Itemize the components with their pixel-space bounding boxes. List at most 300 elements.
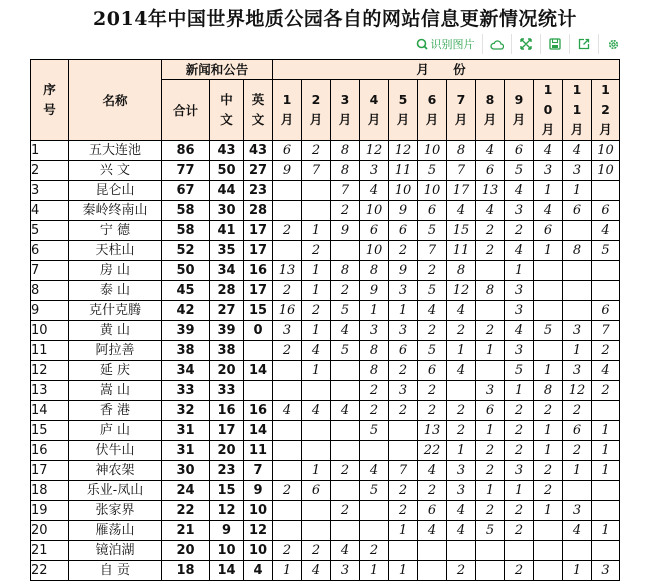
month-count (331, 521, 360, 541)
month-count: 8 (360, 261, 389, 281)
month-count: 5 (331, 341, 360, 361)
month-count: 5 (534, 321, 563, 341)
month-count (534, 301, 563, 321)
total-count: 58 (162, 221, 210, 241)
month-count (389, 441, 418, 461)
month-count (389, 541, 418, 561)
month-count: 2 (447, 321, 476, 341)
park-name: 庐 山 (69, 421, 162, 441)
month-count: 5 (592, 241, 620, 261)
month-count: 1 (592, 441, 620, 461)
month-count: 8 (331, 161, 360, 181)
month-count: 15 (447, 221, 476, 241)
month-count: 2 (331, 201, 360, 221)
month-count: 9 (389, 261, 418, 281)
month-count: 1 (534, 421, 563, 441)
en-header (244, 80, 273, 141)
month-count: 6 (563, 421, 592, 441)
month-count (563, 301, 592, 321)
month-count: 11 (389, 161, 418, 181)
row-index: 7 (31, 261, 69, 281)
table-row (31, 561, 620, 581)
month-count: 1 (563, 341, 592, 361)
row-index: 14 (31, 401, 69, 421)
month-count: 2 (418, 481, 447, 501)
month-count (534, 281, 563, 301)
chinese-count: 23 (210, 461, 244, 481)
month-header-text: 8月 (483, 92, 497, 127)
month-count: 2 (418, 321, 447, 341)
chinese-count: 43 (210, 141, 244, 161)
month-count: 2 (302, 241, 331, 261)
month-count: 6 (389, 221, 418, 241)
table-row (31, 341, 620, 361)
row-index: 15 (31, 421, 69, 441)
month-count: 4 (360, 461, 389, 481)
month-count: 2 (534, 481, 563, 501)
month-count: 6 (273, 141, 302, 161)
recognize-image-label: 识别图片 (430, 38, 475, 51)
month-count: 2 (389, 361, 418, 381)
month-count: 1 (302, 261, 331, 281)
english-count: 12 (244, 521, 273, 541)
month-count: 4 (505, 321, 534, 341)
month-count: 2 (476, 241, 505, 261)
month-count: 8 (447, 261, 476, 281)
park-name: 昆仑山 (69, 181, 162, 201)
month-count: 1 (476, 421, 505, 441)
month-count (592, 481, 620, 501)
month-count (331, 361, 360, 381)
month-count: 6 (360, 221, 389, 241)
month-count: 1 (592, 521, 620, 541)
month-count: 4 (360, 181, 389, 201)
row-index: 16 (31, 441, 69, 461)
share-icon (578, 38, 590, 50)
month-count (563, 481, 592, 501)
month-count: 1 (302, 461, 331, 481)
table-row (31, 421, 620, 441)
chinese-count: 30 (210, 201, 244, 221)
chinese-count: 20 (210, 441, 244, 461)
month-count: 13 (418, 421, 447, 441)
month-count: 1 (389, 301, 418, 321)
month-count: 4 (447, 201, 476, 221)
english-count: 10 (244, 541, 273, 561)
total-count: 31 (162, 421, 210, 441)
month-count: 1 (505, 381, 534, 401)
english-count: 27 (244, 161, 273, 181)
month-header-text: 3月 (338, 92, 352, 127)
month-count (563, 221, 592, 241)
month-header-6 (418, 80, 447, 141)
chinese-count: 35 (210, 241, 244, 261)
month-count: 1 (389, 521, 418, 541)
seq-header-text: 序号 (43, 82, 56, 117)
month-count: 1 (505, 261, 534, 281)
month-count: 2 (505, 441, 534, 461)
month-count: 1 (534, 441, 563, 461)
month-count: 2 (418, 401, 447, 421)
month-count: 1 (534, 181, 563, 201)
month-count: 10 (592, 141, 620, 161)
park-name: 伏牛山 (69, 441, 162, 461)
english-count: 15 (244, 301, 273, 321)
month-count (331, 241, 360, 261)
month-count: 5 (505, 361, 534, 381)
month-count (360, 521, 389, 541)
month-count: 13 (476, 181, 505, 201)
month-count: 3 (592, 561, 620, 581)
month-count: 1 (302, 361, 331, 381)
month-header-9 (505, 80, 534, 141)
table-row (31, 521, 620, 541)
row-index: 6 (31, 241, 69, 261)
month-count: 4 (302, 341, 331, 361)
month-count (273, 381, 302, 401)
table-row (31, 201, 620, 221)
total-count: 31 (162, 441, 210, 461)
month-count (331, 421, 360, 441)
save-icon (549, 38, 561, 50)
month-count: 5 (505, 161, 534, 181)
table-row (31, 161, 620, 181)
save-button[interactable] (541, 34, 570, 54)
month-count (563, 541, 592, 561)
month-count: 4 (273, 401, 302, 421)
month-count: 1 (534, 501, 563, 521)
month-count: 2 (563, 441, 592, 461)
month-count (534, 261, 563, 281)
month-count: 3 (563, 501, 592, 521)
park-name: 张家界 (69, 501, 162, 521)
month-header-3 (331, 80, 360, 141)
chinese-count: 50 (210, 161, 244, 181)
row-index: 4 (31, 201, 69, 221)
share-button[interactable] (570, 34, 599, 54)
month-count: 3 (360, 321, 389, 341)
month-count (389, 421, 418, 441)
chinese-count: 34 (210, 261, 244, 281)
total-count: 32 (162, 401, 210, 421)
month-count: 6 (505, 141, 534, 161)
row-index: 21 (31, 541, 69, 561)
month-count (273, 521, 302, 541)
month-count: 12 (389, 141, 418, 161)
month-count: 3 (389, 381, 418, 401)
gear-icon (607, 38, 620, 51)
month-count: 4 (302, 401, 331, 421)
month-count: 4 (447, 501, 476, 521)
total-count: 38 (162, 341, 210, 361)
park-name: 镜泊湖 (69, 541, 162, 561)
month-count: 2 (273, 281, 302, 301)
total-count: 77 (162, 161, 210, 181)
month-count: 9 (273, 161, 302, 181)
month-count: 12 (447, 281, 476, 301)
table-row (31, 501, 620, 521)
month-count: 1 (563, 461, 592, 481)
total-count: 45 (162, 281, 210, 301)
table-row (31, 381, 620, 401)
english-count: 9 (244, 481, 273, 501)
park-name: 嵩 山 (69, 381, 162, 401)
month-count: 1 (302, 281, 331, 301)
month-count (592, 261, 620, 281)
month-count: 13 (273, 261, 302, 281)
month-header-text: 1月 (280, 92, 294, 127)
month-count: 8 (331, 261, 360, 281)
month-count (273, 361, 302, 381)
month-count: 2 (360, 381, 389, 401)
total-count: 50 (162, 261, 210, 281)
english-count: 28 (244, 201, 273, 221)
month-count: 1 (563, 561, 592, 581)
zh-header (210, 80, 244, 141)
month-count: 1 (592, 421, 620, 441)
month-count: 12 (563, 381, 592, 401)
month-header-text: 12月 (599, 82, 612, 137)
month-count: 5 (360, 481, 389, 501)
month-count (476, 301, 505, 321)
month-count (273, 441, 302, 461)
month-count: 7 (447, 161, 476, 181)
month-count: 2 (505, 501, 534, 521)
row-index: 12 (31, 361, 69, 381)
zh-header-text: 中文 (220, 92, 233, 127)
settings-button[interactable] (599, 34, 627, 54)
month-count (302, 181, 331, 201)
month-count: 2 (447, 401, 476, 421)
month-count: 2 (273, 221, 302, 241)
cloud-button[interactable] (483, 34, 512, 54)
month-count: 22 (418, 441, 447, 461)
month-count (534, 341, 563, 361)
chinese-count: 16 (210, 401, 244, 421)
month-count: 1 (563, 181, 592, 201)
month-count (360, 441, 389, 461)
recognize-image-button[interactable] (408, 34, 483, 54)
month-count (302, 201, 331, 221)
table-body (31, 141, 620, 581)
month-count: 6 (418, 201, 447, 221)
name-header: 名称 (69, 60, 162, 141)
month-count: 3 (534, 161, 563, 181)
month-count: 6 (534, 221, 563, 241)
cloud-icon (490, 39, 504, 50)
total-count: 34 (162, 361, 210, 381)
month-count: 3 (505, 281, 534, 301)
park-name: 神农架 (69, 461, 162, 481)
month-count: 3 (447, 481, 476, 501)
month-count: 6 (418, 361, 447, 381)
month-count (592, 501, 620, 521)
month-count: 2 (389, 401, 418, 421)
row-index: 1 (31, 141, 69, 161)
month-count: 1 (302, 321, 331, 341)
total-count: 18 (162, 561, 210, 581)
month-header: 月 份 (273, 60, 620, 80)
chinese-count: 44 (210, 181, 244, 201)
month-count (273, 421, 302, 441)
month-count: 10 (418, 141, 447, 161)
month-count (592, 181, 620, 201)
month-count: 7 (302, 161, 331, 181)
month-count (302, 521, 331, 541)
month-count: 3 (563, 161, 592, 181)
month-count: 8 (534, 381, 563, 401)
month-count: 2 (389, 481, 418, 501)
month-count: 1 (505, 481, 534, 501)
table-row (31, 261, 620, 281)
month-count: 2 (505, 561, 534, 581)
month-count: 16 (273, 301, 302, 321)
month-count: 6 (389, 341, 418, 361)
row-index: 2 (31, 161, 69, 181)
total-count: 39 (162, 321, 210, 341)
month-count: 1 (302, 221, 331, 241)
month-count: 2 (273, 481, 302, 501)
month-count (273, 241, 302, 261)
park-name: 克什克腾 (69, 301, 162, 321)
seq-header (31, 60, 69, 141)
month-count: 6 (592, 201, 620, 221)
table-row (31, 361, 620, 381)
english-count: 17 (244, 281, 273, 301)
park-name: 泰 山 (69, 281, 162, 301)
table-row (31, 401, 620, 421)
month-count (418, 541, 447, 561)
month-count: 4 (302, 561, 331, 581)
month-count (331, 481, 360, 501)
table-row (31, 541, 620, 561)
month-count: 6 (592, 301, 620, 321)
month-count (534, 521, 563, 541)
english-count: 43 (244, 141, 273, 161)
month-count: 10 (360, 241, 389, 261)
month-count: 2 (273, 341, 302, 361)
month-count: 4 (505, 241, 534, 261)
month-count: 4 (447, 521, 476, 541)
month-count: 6 (476, 401, 505, 421)
month-count: 4 (563, 141, 592, 161)
month-count (273, 201, 302, 221)
month-count: 2 (302, 141, 331, 161)
month-count: 4 (418, 301, 447, 321)
chinese-count: 12 (210, 501, 244, 521)
total-count: 21 (162, 521, 210, 541)
month-count: 1 (447, 441, 476, 461)
total-count: 58 (162, 201, 210, 221)
month-header-5 (389, 80, 418, 141)
english-count: 23 (244, 181, 273, 201)
month-count (273, 501, 302, 521)
chinese-count: 9 (210, 521, 244, 541)
month-count: 3 (505, 461, 534, 481)
expand-button[interactable] (512, 34, 541, 54)
month-count: 6 (302, 481, 331, 501)
month-header-4 (360, 80, 389, 141)
row-index: 22 (31, 561, 69, 581)
month-header-text: 2月 (309, 92, 323, 127)
month-count: 3 (447, 461, 476, 481)
month-count: 2 (476, 321, 505, 341)
month-count: 1 (534, 241, 563, 261)
month-count: 5 (418, 281, 447, 301)
month-count: 3 (389, 321, 418, 341)
month-count: 4 (592, 361, 620, 381)
month-count: 11 (447, 241, 476, 261)
month-count (563, 281, 592, 301)
total-count: 20 (162, 541, 210, 561)
month-count (447, 541, 476, 561)
total-count: 52 (162, 241, 210, 261)
table-row (31, 181, 620, 201)
table-row (31, 141, 620, 161)
month-count: 2 (360, 541, 389, 561)
park-name: 阿拉善 (69, 341, 162, 361)
page-title: 2014年中国世界地质公园各自的网站信息更新情况统计 (93, 8, 577, 30)
month-count: 10 (592, 161, 620, 181)
month-count: 3 (331, 561, 360, 581)
row-index: 8 (31, 281, 69, 301)
month-count: 2 (302, 301, 331, 321)
month-count: 2 (418, 261, 447, 281)
month-count: 4 (563, 521, 592, 541)
month-count: 5 (360, 421, 389, 441)
park-name: 兴 文 (69, 161, 162, 181)
row-index: 11 (31, 341, 69, 361)
month-count (331, 441, 360, 461)
month-count: 3 (505, 341, 534, 361)
month-count: 1 (360, 561, 389, 581)
total-count: 33 (162, 381, 210, 401)
chinese-count: 33 (210, 381, 244, 401)
table-row (31, 221, 620, 241)
month-count (302, 381, 331, 401)
english-count (244, 341, 273, 361)
month-count: 4 (447, 361, 476, 381)
month-count: 1 (534, 361, 563, 381)
month-count: 9 (389, 201, 418, 221)
park-name: 香 港 (69, 401, 162, 421)
park-name: 秦岭终南山 (69, 201, 162, 221)
month-count (476, 361, 505, 381)
month-count: 3 (273, 321, 302, 341)
english-count: 16 (244, 401, 273, 421)
month-count: 2 (360, 401, 389, 421)
month-count: 2 (273, 541, 302, 561)
news-header: 新闻和公告 (162, 60, 273, 80)
month-count: 10 (418, 181, 447, 201)
month-count: 1 (447, 341, 476, 361)
table-row (31, 321, 620, 341)
table-row (31, 301, 620, 321)
month-count: 8 (447, 141, 476, 161)
month-count: 1 (476, 341, 505, 361)
month-count: 6 (476, 161, 505, 181)
chinese-count: 27 (210, 301, 244, 321)
total-count: 42 (162, 301, 210, 321)
chinese-count: 38 (210, 341, 244, 361)
month-count: 5 (418, 161, 447, 181)
row-index: 13 (31, 381, 69, 401)
month-count: 10 (360, 201, 389, 221)
month-header-text: 11月 (570, 82, 584, 137)
total-header: 合计 (162, 80, 210, 141)
month-count: 9 (331, 221, 360, 241)
month-count: 2 (476, 221, 505, 241)
